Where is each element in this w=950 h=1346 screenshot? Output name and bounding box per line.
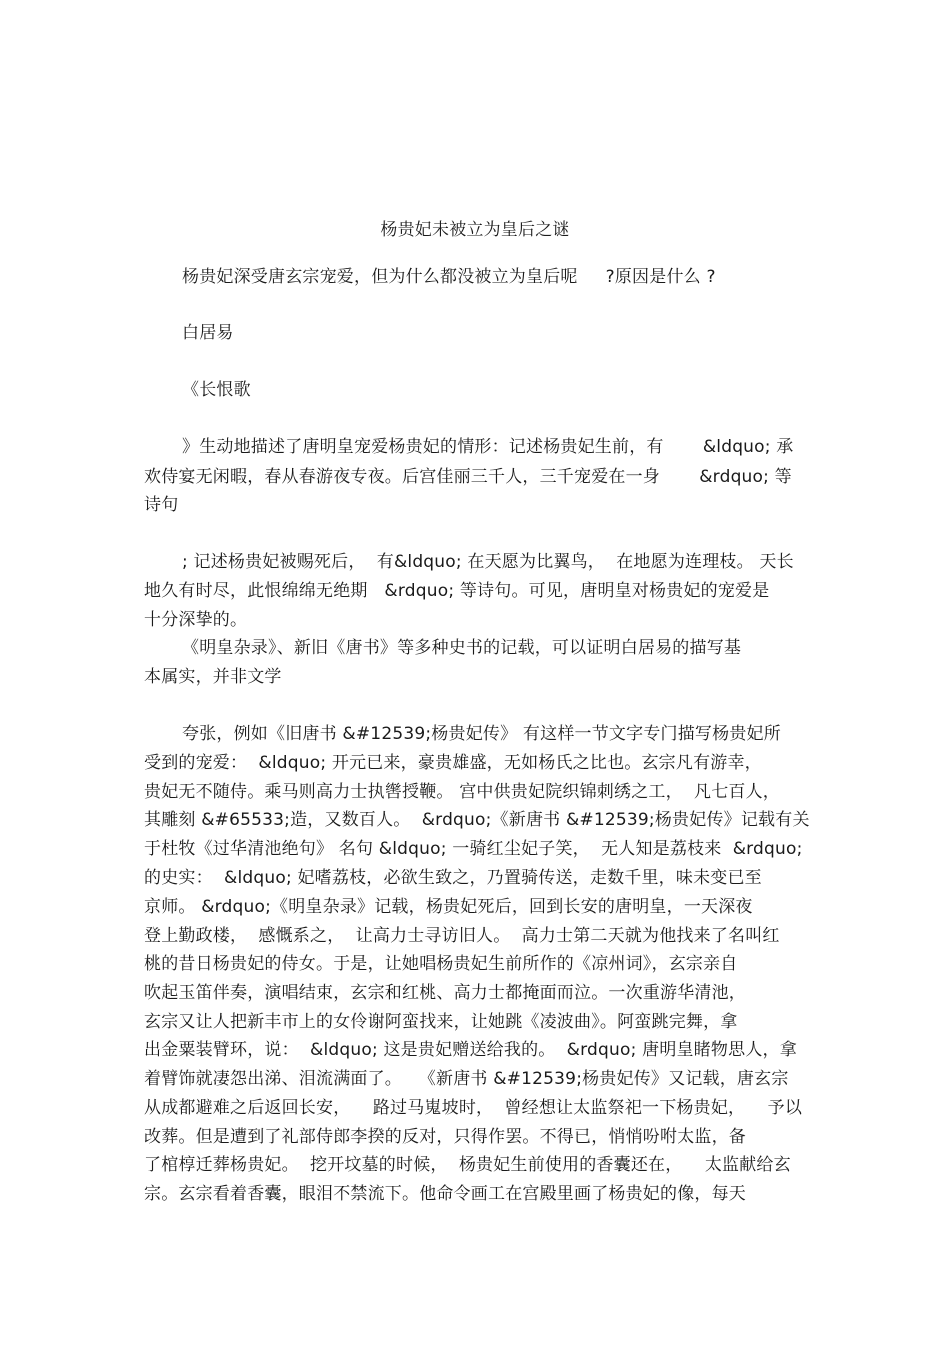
- paragraph-line: 杨贵妃深受唐玄宗宠爱，但为什么都没被立为皇后呢 ?原因是什么 ?: [182, 267, 716, 287]
- paragraph-line: 地久有时尽，此恨绵绵无绝期 &rdquo; 等诗句。可见，唐明皇对杨贵妃的宠爱是: [144, 581, 770, 601]
- paragraph-line: 夸张，例如《旧唐书 &#12539;杨贵妃传》 有这样一节文字专门描写杨贵妃所: [182, 724, 781, 744]
- paragraph-line: 《明皇杂录》、新旧《唐书》等多种史书的记载，可以证明白居易的描写基: [182, 638, 742, 658]
- paragraph-line: 玄宗又让人把新丰市上的女伶谢阿蛮找来，让她跳《凌波曲》。阿蛮跳完舞，拿: [144, 1012, 738, 1032]
- paragraph-line: 出金粟装臂环，说： &ldquo; 这是贵妃赠送给我的。 &rdquo; 唐明皇睹物思人，拿: [144, 1040, 797, 1060]
- paragraph-line: 从成都避难之后返回长安， 路过马嵬坡时， 曾经想让太监祭祀一下杨贵妃， 予以: [144, 1098, 803, 1118]
- paragraph-line: 受到的宠爱： &ldquo; 开元已来，豪贵雄盛，无如杨氏之比也。玄宗凡有游幸，: [144, 753, 762, 773]
- paragraph-line: ; 记述杨贵妃被赐死后， 有&ldquo; 在天愿为比翼鸟， 在地愿为连理枝。 天长: [182, 552, 794, 572]
- paragraph-line: 贵妃无不随侍。乘马则高力士执辔授鞭。 宫中供贵妃院织锦刺绣之工， 凡七百人，: [144, 782, 781, 802]
- paragraph-line: 着臂饰就凄怨出涕、泪流满面了。 《新唐书 &#12539;杨贵妃传》又记载，唐玄宗: [144, 1069, 789, 1089]
- document-title: 杨贵妃未被立为皇后之谜: [380, 220, 570, 240]
- paragraph-line: 诗句: [144, 495, 179, 515]
- paragraph-line: 欢侍宴无闲暇，春从春游夜专夜。后宫佳丽三千人，三千宠爱在一身 &rdquo; 等: [144, 467, 792, 487]
- paragraph-line: 京师。 &rdquo;《明皇杂录》记载，杨贵妃死后，回到长安的唐明皇，一天深夜: [144, 897, 753, 917]
- paragraph-line: 登上勤政楼， 感慨系之， 让高力士寻访旧人。 高力士第二天就为他找来了名叫红: [144, 926, 780, 946]
- paragraph-line: 十分深挚的。: [144, 610, 248, 630]
- paragraph-line: 吹起玉笛伴奏，演唱结束，玄宗和红桃、高力士都掩面而泣。一次重游华清池，: [144, 983, 746, 1003]
- paragraph-line: 了棺椁迁葬杨贵妃。 挖开坟墓的时候， 杨贵妃生前使用的香囊还在， 太监献给玄: [144, 1155, 791, 1175]
- paragraph-line: 的史实： &ldquo; 妃嗜荔枝，必欲生致之，乃置骑传送，走数千里，味未变已至: [144, 868, 762, 888]
- paragraph-line: 》生动地描述了唐明皇宠爱杨贵妃的情形：记述杨贵妃生前，有 &ldquo; 承: [182, 437, 794, 457]
- paragraph-line: 改葬。但是遭到了礼部侍郎李揆的反对，只得作罢。不得已，悄悄吩咐太监，备: [144, 1127, 746, 1147]
- paragraph-line: 于杜牧《过华清池绝句》 名句 &ldquo; 一骑红尘妃子笑， 无人知是荔枝来 &rdquo;: [144, 839, 803, 859]
- paragraph-line: 桃的昔日杨贵妃的侍女。于是，让她唱杨贵妃生前所作的《凉州词》，玄宗亲自: [144, 954, 738, 974]
- paragraph-line: 本属实，并非文学: [144, 667, 282, 687]
- paragraph-line: 白居易: [182, 323, 234, 343]
- paragraph-line: 其雕刻 &#65533;造，又数百人。 &rdquo;《新唐书 &#12539;杨贵妃传》记载有关: [144, 810, 810, 830]
- paragraph-line: 宗。玄宗看着香囊，眼泪不禁流下。他命令画工在宫殿里画了杨贵妃的像，每天: [144, 1184, 746, 1204]
- paragraph-line: 《长恨歌: [182, 380, 251, 400]
